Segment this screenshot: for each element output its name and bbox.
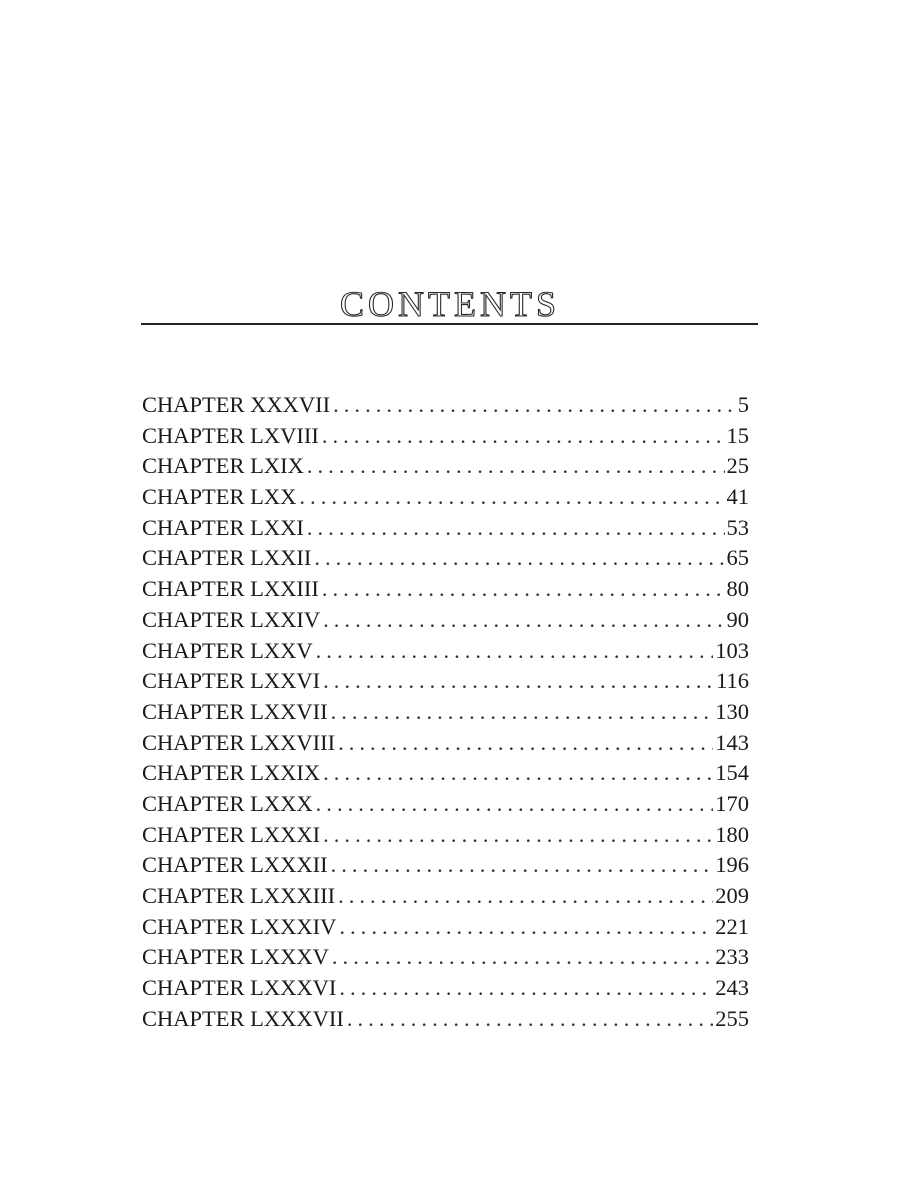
chapter-title: CHAPTER LXXIII [142,576,319,602]
toc-entry[interactable] [142,574,749,605]
toc-entry[interactable] [142,390,749,421]
page-number: 209 [715,883,749,908]
page-number: 90 [726,606,749,632]
chapter-title: CHAPTER LXXII [142,545,312,571]
toc-entry[interactable] [142,421,749,452]
page-number: 154 [715,760,749,786]
toc-entry[interactable] [142,942,749,973]
chapter-title: CHAPTER LXX [142,484,297,510]
chapter-title: CHAPTER LXXXV [142,944,329,970]
dot-leader [307,513,725,544]
dot-leader [323,666,714,697]
toc-entry[interactable] [142,636,749,667]
toc-entry[interactable] [142,881,749,912]
chapter-title: CHAPTER LXXV [142,637,313,663]
chapter-title: CHAPTER LXXXIV [142,913,337,939]
dot-leader [338,728,713,759]
page-number: 25 [726,453,749,479]
page-number: 15 [726,422,749,448]
page-number: 65 [726,545,749,571]
dot-leader [322,421,725,452]
page-number: 143 [715,729,749,755]
dot-leader [314,543,724,574]
chapter-title: CHAPTER LXXVI [142,668,321,694]
chapter-title: CHAPTER LXXIX [142,760,321,786]
table-of-contents [142,390,749,1034]
toc-entry[interactable] [142,912,749,943]
toc-entry[interactable] [142,820,749,851]
page-number: 233 [715,944,749,970]
page-number: 243 [715,975,749,1001]
toc-entry[interactable] [142,482,749,513]
chapter-title: CHAPTER LXXVII [142,698,328,724]
chapter-title: CHAPTER LXXIV [142,606,321,632]
toc-entry[interactable] [142,850,749,881]
page-number: 196 [715,852,749,878]
dot-leader [323,820,713,851]
page-number: 180 [715,821,749,847]
toc-entry[interactable] [142,513,749,544]
page-number: 103 [715,637,749,663]
page-number: 255 [715,1005,749,1031]
chapter-title: CHAPTER LXXI [142,514,304,540]
dot-leader [339,912,713,943]
chapter-title: CHAPTER LXIX [142,453,304,479]
chapter-title: CHAPTER LXXXI [142,821,321,847]
chapter-title: CHAPTER XXXVII [142,392,331,417]
chapter-title: CHAPTER LXXXVII [142,1005,344,1031]
page-number: 41 [726,484,749,510]
page-number: 130 [715,698,749,724]
dot-leader [347,1004,713,1035]
dot-leader [332,942,713,973]
page-number: 53 [726,514,749,540]
dot-leader [323,758,713,789]
dot-leader [323,605,724,636]
dot-leader [331,850,714,881]
dot-leader [299,482,724,513]
toc-entry[interactable] [142,605,749,636]
dot-leader [333,390,736,421]
page-number: 80 [726,576,749,602]
toc-entry[interactable] [142,973,749,1004]
chapter-title: CHAPTER LXXXII [142,852,328,878]
dot-leader [316,636,714,667]
page-number: 116 [716,668,749,694]
toc-entry[interactable] [142,728,749,759]
page-number: 5 [737,392,749,417]
chapter-title: CHAPTER LXXXVI [142,975,337,1001]
chapter-title: CHAPTER LXXVIII [142,729,336,755]
dot-leader [339,973,713,1004]
toc-entry[interactable] [142,666,749,697]
page-number: 221 [715,913,749,939]
heading-rule [141,323,758,325]
toc-entry[interactable] [142,1004,749,1035]
dot-leader [331,697,714,728]
dot-leader [307,451,725,482]
toc-entry[interactable] [142,543,749,574]
toc-entry[interactable] [142,697,749,728]
toc-entry[interactable] [142,758,749,789]
dot-leader [316,789,714,820]
dot-leader [338,881,713,912]
chapter-title: CHAPTER LXVIII [142,422,319,448]
toc-entry[interactable] [142,451,749,482]
page-number: 170 [715,790,749,816]
chapter-title: CHAPTER LXXXIII [142,883,336,908]
dot-leader [322,574,725,605]
chapter-title: CHAPTER LXXX [142,790,313,816]
page-title: CONTENTS [340,284,560,325]
toc-entry[interactable] [142,789,749,820]
